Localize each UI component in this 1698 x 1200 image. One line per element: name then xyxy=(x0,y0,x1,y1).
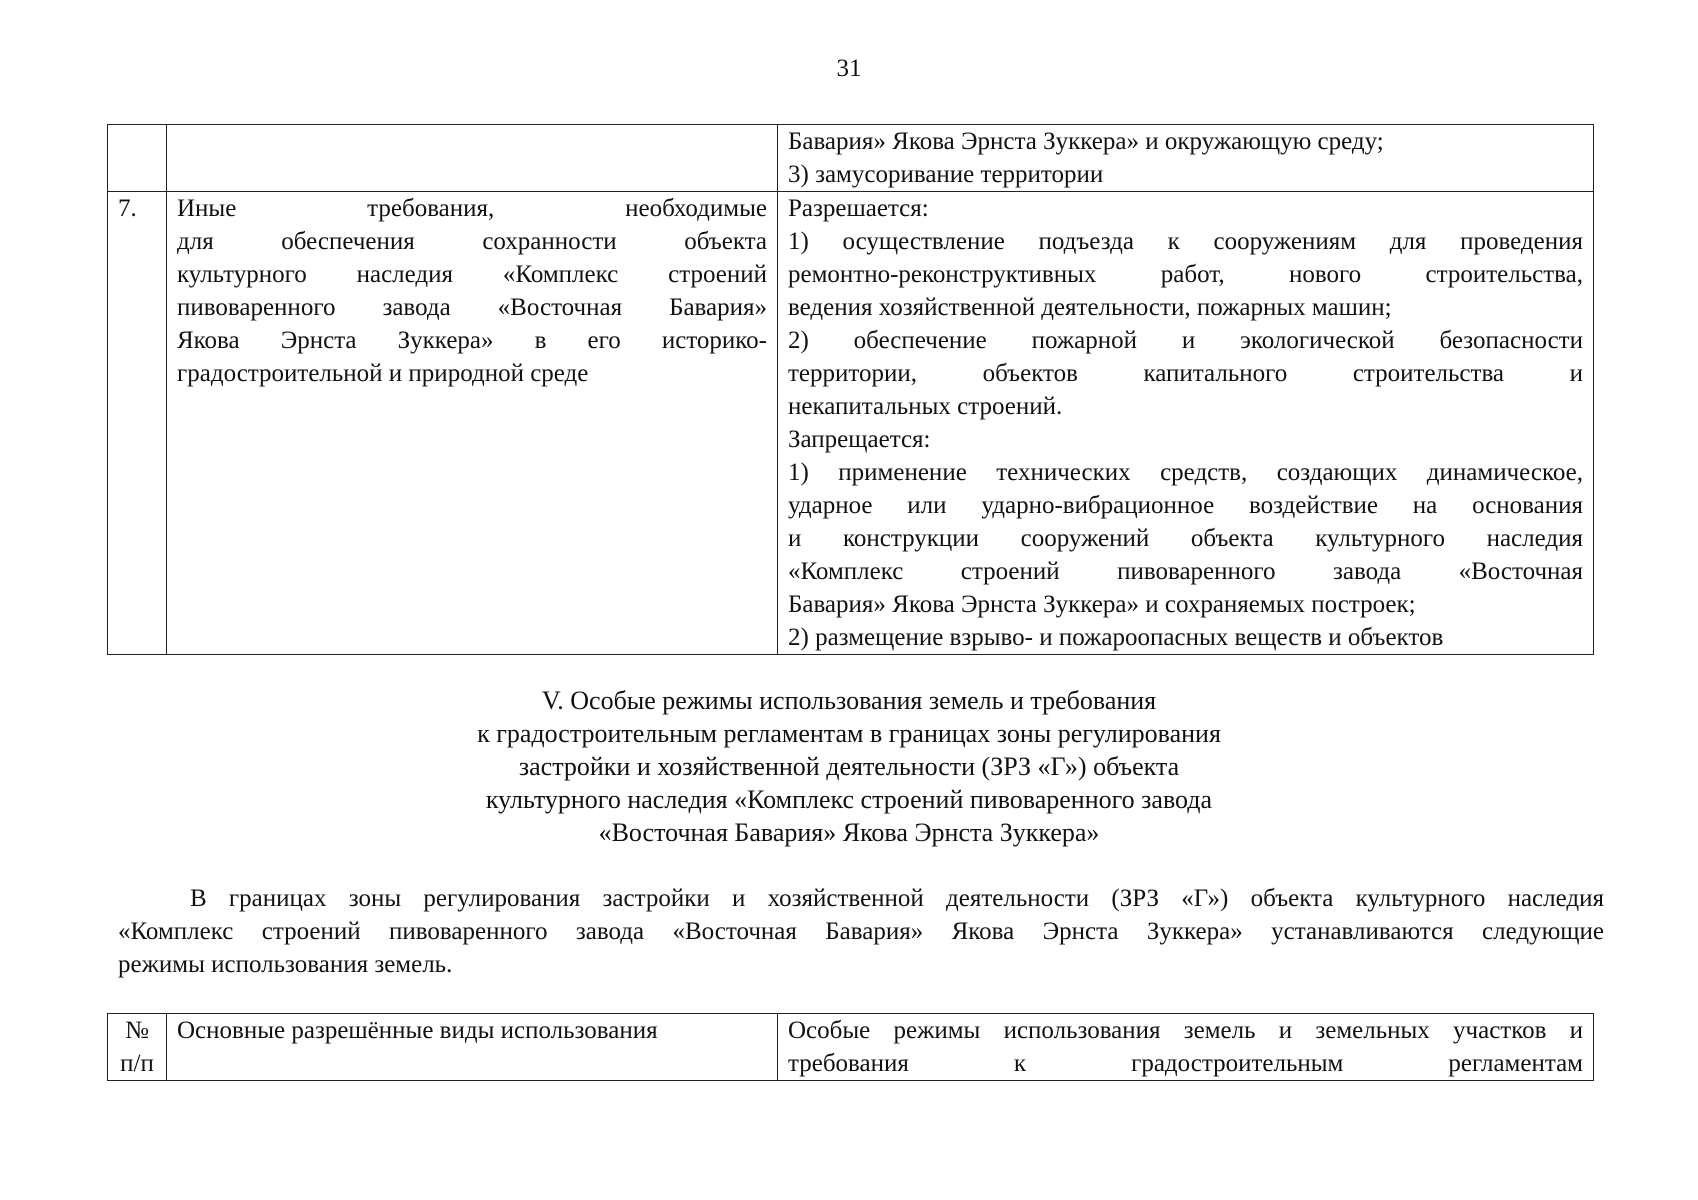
header-special-regimes xyxy=(778,1014,1594,1081)
content-line: Бавария» Якова Эрнста Зуккера» и окружающую среду; xyxy=(788,128,1384,155)
body-paragraph xyxy=(118,882,1604,981)
heading-line: к градостроительным регламентам в границах зоны регулирования xyxy=(477,719,1221,748)
section-heading xyxy=(0,684,1698,849)
cell-number xyxy=(108,192,167,655)
name-line: Якова Эрнста Зуккера» в его историко- xyxy=(177,327,767,354)
name-line: культурного наследия «Комплекс строений xyxy=(177,261,767,288)
name-line: градостроительной и природной среде xyxy=(177,360,589,387)
content-line: 2) обеспечение пожарной и экологической безопасности xyxy=(788,327,1583,354)
content-line: Разрешается: xyxy=(788,195,929,222)
name-line: для обеспечения сохранности объекта xyxy=(177,228,767,255)
header-number-line: п/п xyxy=(120,1050,154,1077)
content-line: «Комплекс строений пивоваренного завода «Восточная xyxy=(788,558,1583,585)
content-line: Бавария» Якова Эрнста Зуккера» и сохраняемых построек; xyxy=(788,591,1416,618)
header-text: Основные разрешённые виды использования xyxy=(177,1017,658,1044)
paragraph-line: «Комплекс строений пивоваренного завода «Восточная Бавария» Якова Эрнста Зуккера» устанавливаются следующие xyxy=(118,918,1604,945)
cell-name xyxy=(167,125,778,192)
header-number-line: № xyxy=(125,1017,149,1044)
page-number: 31 xyxy=(836,55,862,82)
content-line: и конструкции сооружений объекта культурного наследия xyxy=(788,525,1583,552)
cell-name xyxy=(167,192,778,655)
heading-line: «Восточная Бавария» Якова Эрнста Зуккера» xyxy=(598,818,1100,847)
header-line: Особые режимы использования земель и земельных участков и xyxy=(788,1017,1583,1044)
row-number: 7. xyxy=(118,195,137,222)
content-line: ударное или ударно-вибрационное воздействие на основания xyxy=(788,492,1583,519)
header-line: требования к градостроительным регламентам xyxy=(788,1050,1583,1077)
content-line: 3) замусоривание территории xyxy=(788,161,1104,188)
header-number xyxy=(108,1014,167,1081)
content-line: 1) применение технических средств, создающих динамическое, xyxy=(788,459,1583,486)
content-line: 1) осуществление подъезда к сооружениям для проведения xyxy=(788,228,1583,255)
content-line: ведения хозяйственной деятельности, пожарных машин; xyxy=(788,294,1392,321)
land-use-table xyxy=(107,1013,1594,1081)
table-row-7 xyxy=(108,192,1594,655)
content-line: ремонтно-реконструктивных работ, нового строительства, xyxy=(788,261,1583,288)
name-line: пивоваренного завода «Восточная Бавария» xyxy=(177,294,767,321)
content-line: некапитальных строений. xyxy=(788,393,1063,420)
header-main-uses xyxy=(167,1014,778,1081)
cell-content xyxy=(778,125,1594,192)
table-row-continuation xyxy=(108,125,1594,192)
table-header-row xyxy=(108,1014,1594,1081)
paragraph-line: В границах зоны регулирования застройки и хозяйственной деятельности (ЗРЗ «Г») объекта культурного наследия xyxy=(190,885,1604,912)
content-line: Запрещается: xyxy=(788,426,931,453)
name-line: Иные требования, необходимые xyxy=(177,195,767,222)
cell-content xyxy=(778,192,1594,655)
heading-line: культурного наследия «Комплекс строений пивоваренного завода xyxy=(485,785,1213,814)
heading-line: V. Особые режимы использования земель и требования xyxy=(541,686,1157,715)
content-line: территории, объектов капитального строительства и xyxy=(788,360,1583,387)
paragraph-line: режимы использования земель. xyxy=(118,951,453,978)
content-line: 2) размещение взрыво- и пожароопасных веществ и объектов xyxy=(788,624,1444,651)
requirements-table xyxy=(107,124,1594,655)
heading-line: застройки и хозяйственной деятельности (ЗРЗ «Г») объекта xyxy=(518,752,1180,781)
cell-number xyxy=(108,125,167,192)
